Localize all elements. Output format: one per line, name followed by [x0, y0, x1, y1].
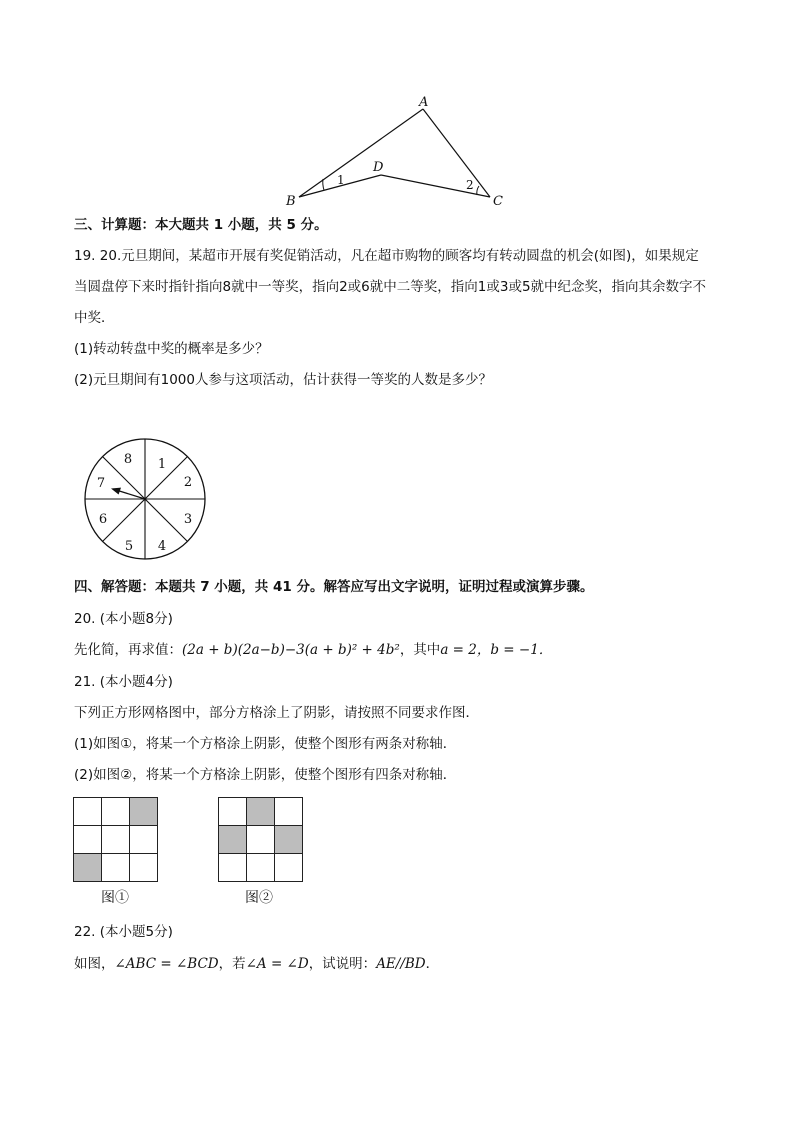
- grid1-caption: 图①: [101, 890, 129, 906]
- grid2-cell-shaded: [247, 798, 275, 826]
- q22-condition1: ∠ABC = ∠BCD: [114, 956, 219, 972]
- q21-line1: 下列正方形网格图中，部分方格涂上了阴影，请按照不同要求作图．: [74, 705, 479, 721]
- grid1-cell: [130, 826, 158, 854]
- grid1-cell: [130, 854, 158, 882]
- q22-condition2: ∠A = ∠D: [245, 956, 309, 972]
- wheel-pointer-head: [111, 488, 121, 495]
- q19-sub2: (2)元旦期间有1000人参与这项活动，估计获得一等奖的人数是多少？: [74, 372, 492, 388]
- wheel-number-8: 8: [123, 452, 133, 467]
- grid1-cell: [102, 798, 130, 826]
- triangle-figure: [270, 88, 520, 213]
- label-b: B: [286, 194, 296, 209]
- q22-mid: ，若: [218, 956, 246, 972]
- q20-suffix: ，其中: [399, 642, 441, 658]
- grid2-cell-shaded: [219, 826, 247, 854]
- grid2-cell: [219, 798, 247, 826]
- q21-sub1: (1)如图①，将某一个方格涂上阴影，使整个图形有两条对称轴．: [74, 736, 457, 752]
- q19-line3: 中奖．: [74, 310, 115, 326]
- grid1-cell-shaded: [130, 798, 158, 826]
- segment-dc: [381, 175, 490, 197]
- q22-mid2: ，试说明：: [308, 956, 377, 972]
- grid-figure-1: [73, 797, 158, 882]
- wheel-number-6: 6: [98, 512, 108, 527]
- grid1-cell: [74, 798, 102, 826]
- grid2-cell: [247, 826, 275, 854]
- label-angle-1: 1: [337, 173, 345, 187]
- label-c: C: [493, 194, 503, 209]
- grid1-cell: [102, 826, 130, 854]
- label-a: A: [419, 95, 429, 110]
- label-d: D: [373, 160, 384, 175]
- q20-header: 20. (本小题8分): [74, 611, 173, 627]
- side-ab: [299, 109, 423, 197]
- grid1-cell-shaded: [74, 854, 102, 882]
- grid2-cell: [219, 854, 247, 882]
- grid2-caption: 图②: [245, 890, 273, 906]
- q19-line2: 当圆盘停下来时指针指向8就中一等奖，指向2或6就中二等奖，指向1或3或5就中纪念奖，指向其余数字不: [74, 279, 707, 295]
- q21-header: 21. (本小题4分): [74, 674, 173, 690]
- q22-header: 22. (本小题5分): [74, 924, 173, 940]
- q22-end: ．: [425, 956, 440, 972]
- grid2-cell: [275, 854, 303, 882]
- grid1-cell: [102, 854, 130, 882]
- grid2-cell: [247, 854, 275, 882]
- grid2-cell-shaded: [275, 826, 303, 854]
- wheel-number-7: 7: [96, 476, 106, 491]
- q20-body: [74, 641, 552, 659]
- q22-conclusion: AE//BD: [376, 956, 426, 972]
- section4-heading: 四、解答题：本题共 7 小题，共 41 分。解答应写出文字说明，证明过程或演算步骤。: [74, 579, 594, 595]
- side-ac: [423, 109, 490, 197]
- q21-sub2: (2)如图②，将某一个方格涂上阴影，使整个图形有四条对称轴．: [74, 767, 457, 783]
- wheel-number-3: 3: [183, 512, 193, 527]
- label-angle-2: 2: [466, 178, 474, 192]
- q19-sub1: (1)转动转盘中奖的概率是多少？: [74, 341, 269, 357]
- q22-body: [74, 955, 439, 973]
- wheel-number-5: 5: [124, 539, 134, 554]
- angle-1-arc: [323, 179, 324, 190]
- q20-expression: (2a + b)(2a−b)−3(a + b)² + 4b²: [182, 642, 400, 658]
- q22-prefix: 如图，: [74, 956, 115, 972]
- q20-condition: a = 2，b = −1．: [440, 642, 553, 658]
- wheel-number-2: 2: [183, 475, 193, 490]
- wheel-number-1: 1: [157, 457, 167, 472]
- grid1-cell: [74, 826, 102, 854]
- q20-prefix: 先化简，再求值：: [74, 642, 182, 658]
- section3-heading: 三、计算题：本大题共 1 小题，共 5 分。: [74, 217, 328, 233]
- q19-line1: 19. 20.元旦期间，某超市开展有奖促销活动，凡在超市购物的顾客均有转动圆盘的机会(如图)，如果规定: [74, 248, 699, 264]
- grid2-cell: [275, 798, 303, 826]
- spinner-wheel: [80, 437, 210, 563]
- grid-figure-2: [218, 797, 303, 882]
- angle-2-arc: [477, 186, 479, 195]
- wheel-number-4: 4: [157, 539, 167, 554]
